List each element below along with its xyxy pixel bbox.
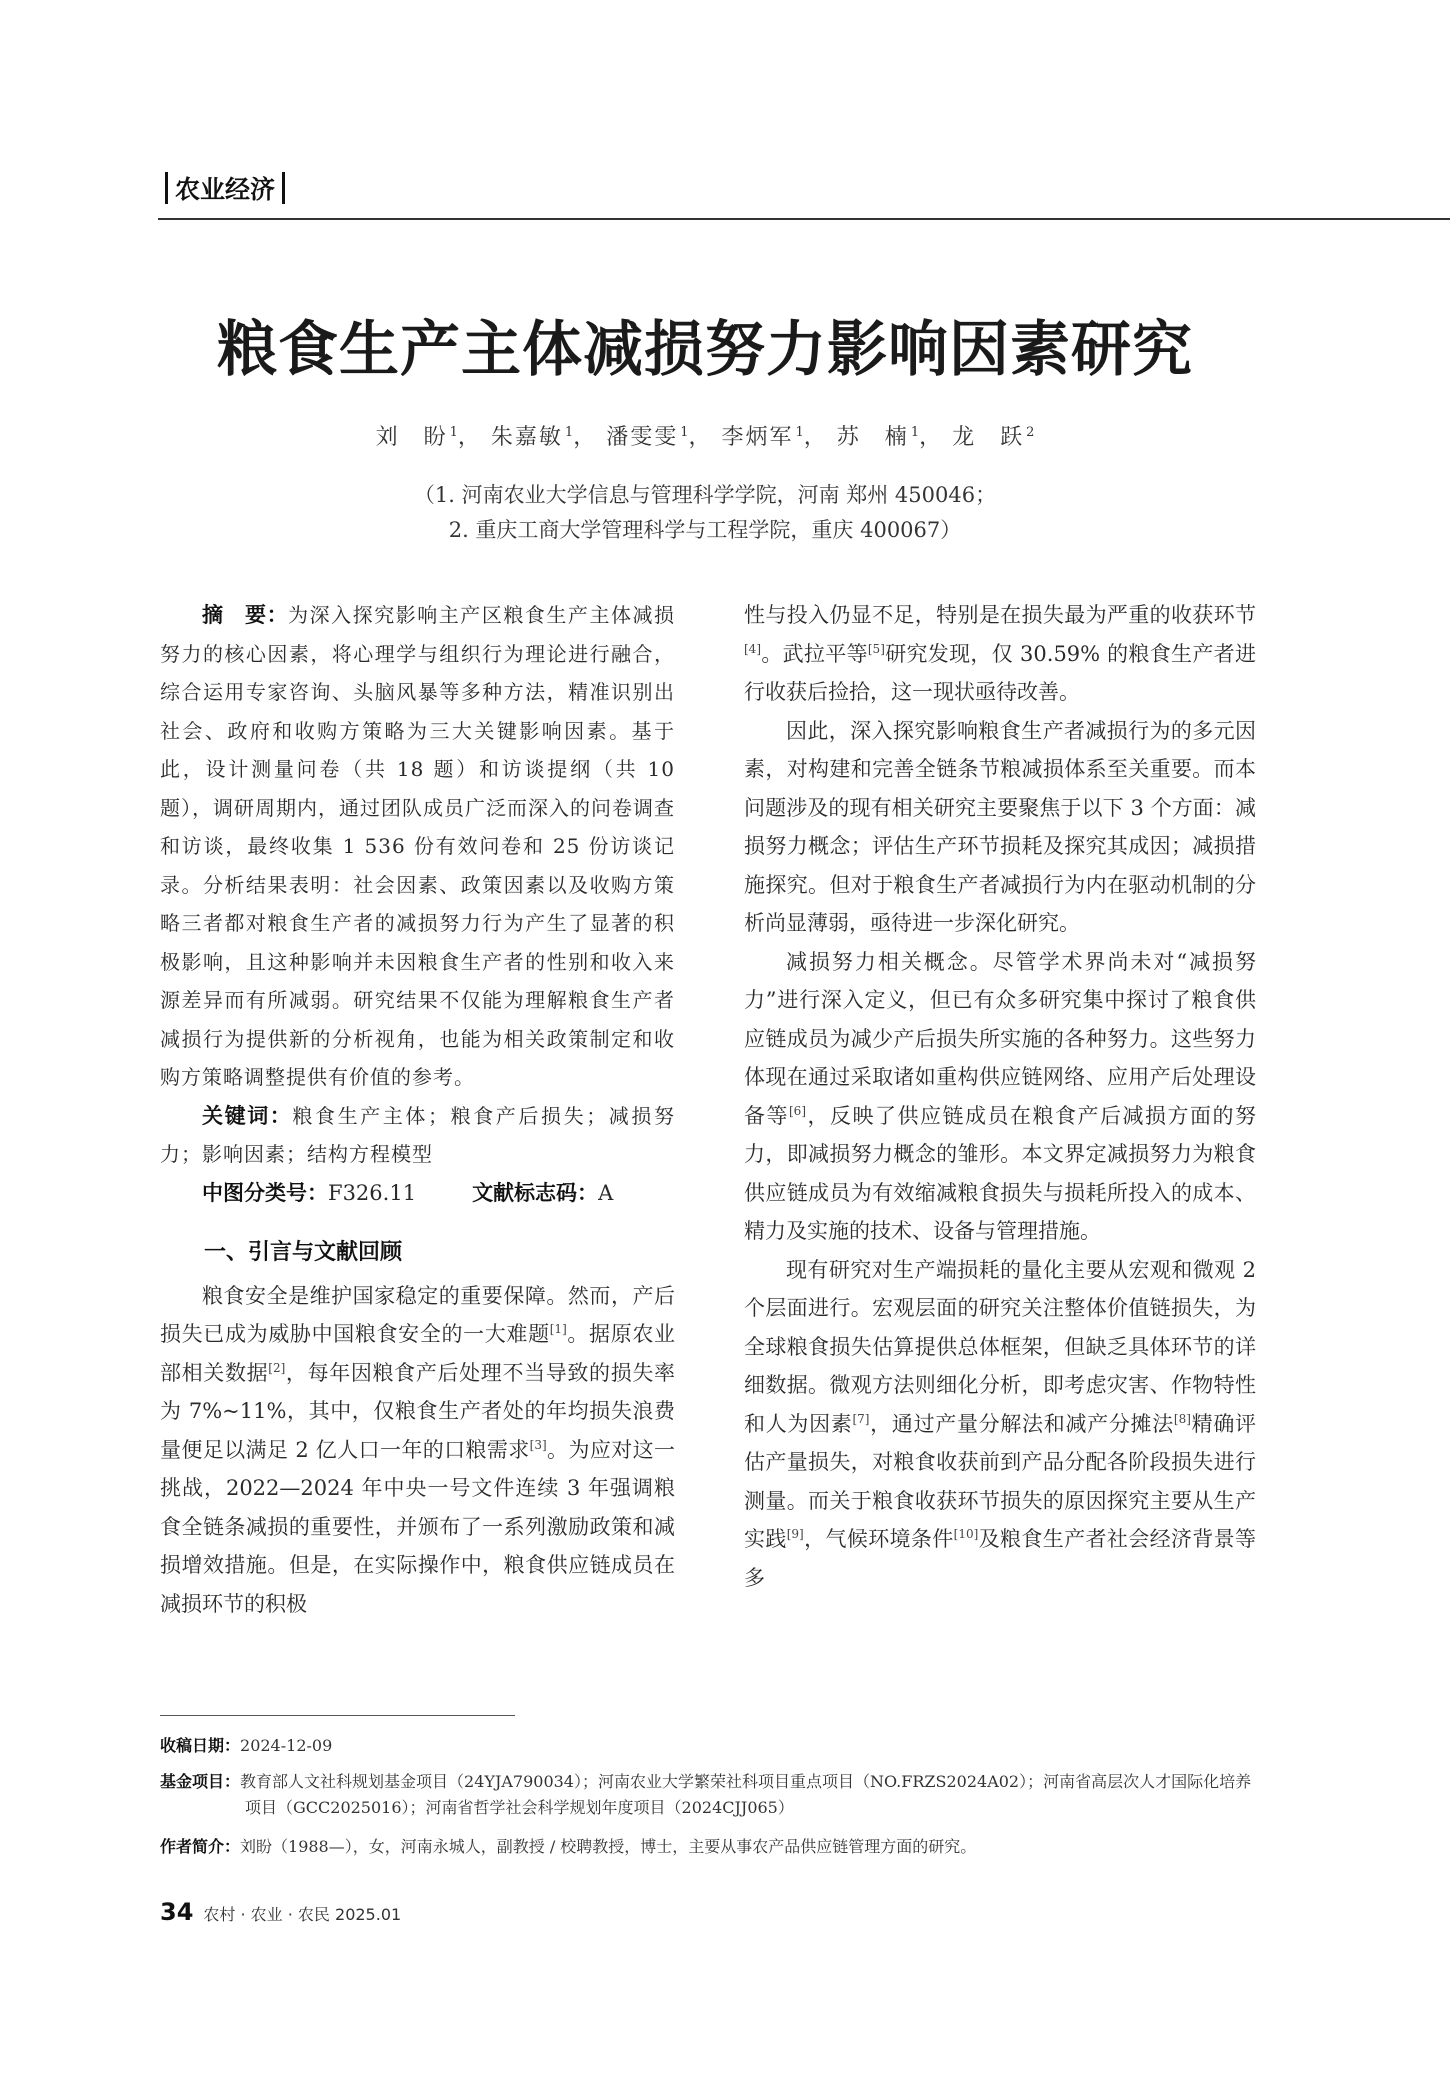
classification-line — [160, 1174, 675, 1213]
affiliation-line-2: 2. 重庆工商大学管理科学与工程学院，重庆 400067） — [448, 518, 962, 542]
section-heading: 一、引言与文献回顾 — [204, 1240, 403, 1265]
clc-value: F326.11 — [328, 1180, 417, 1205]
doc-code-label: 文献标志码： — [472, 1180, 599, 1205]
text-run: ，通过产量分解法和减产分摊法 — [869, 1411, 1174, 1436]
section-tag-label: 农业经济 — [175, 175, 276, 204]
footnote-fund — [160, 1769, 1256, 1821]
keywords-label: 关键词： — [202, 1103, 293, 1128]
clc-label: 中图分类号： — [202, 1180, 328, 1205]
footnote-received — [160, 1733, 1256, 1759]
affiliations — [0, 478, 1410, 548]
author-affil-mark: 1 — [910, 424, 920, 440]
tag-right-bar — [282, 172, 285, 204]
text-run: ，每年因粮食产后处理不当导致的损失率为 7%~11%，其中，仅粮食生产者处的年均损失浪费量便足以满足 2 亿人口一年的口粮需求 — [160, 1360, 676, 1462]
citation: [6] — [789, 1103, 806, 1118]
tag-left-bar — [165, 172, 168, 204]
text-run: 现有研究对生产端损耗的量化主要从宏观和微观 2 个层面进行。宏观层面的研究关注整体价值链损失，为全球粮食损失估算提供总体框架，但缺乏具体环节的详细数据。微观方法则细化分析，即考虑灾害、作物特性和人为因素 — [744, 1257, 1256, 1436]
author-bio-label: 作者简介： — [160, 1837, 241, 1856]
citation: [2] — [268, 1360, 286, 1375]
page-number: 34 — [160, 1898, 194, 1926]
author-affil-mark: 1 — [680, 424, 689, 440]
text-run: 研究发现，仅 30.59% 的粮食生产者进行收获后捡拾，这一现状亟待改善。 — [744, 641, 1256, 704]
citation: [10] — [953, 1527, 979, 1541]
citation: [7] — [852, 1411, 870, 1426]
received-date: 2024-12-09 — [240, 1736, 333, 1755]
author-name: 李炳军 — [721, 425, 794, 450]
citation: [1] — [549, 1322, 567, 1336]
paragraph — [744, 1251, 1256, 1598]
text-run: ，气候环境条件 — [803, 1527, 954, 1551]
footnote-author — [160, 1834, 1256, 1860]
paragraph-continued — [744, 596, 1256, 712]
received-label: 收稿日期： — [160, 1736, 241, 1755]
author-affil-mark: 1 — [795, 424, 804, 440]
citation: [3] — [529, 1437, 547, 1452]
paragraph: 因此，深入探究影响粮食生产者减损行为的多元因素，对构建和完善全链条节粮减损体系至关重要。而本问题涉及的现有相关研究主要聚焦于以下 3 个方面：减损努力概念；评估生产环节损耗及探究其成因；减损措施探究。但对于粮食生产者减损行为内在驱动机制的分析尚显薄弱，亟待进一步深化研究。 — [744, 718, 1256, 935]
text-run: 粮食安全是维护国家稳定的重要保障。然而，产后损失已成为威胁中国粮食安全的一大难题 — [160, 1283, 675, 1346]
affiliation-line-1: （1. 河南农业大学信息与管理科学学院，河南 郑州 450046； — [413, 483, 997, 507]
text-run: 性与投入仍显不足，特别是在损失最为严重的收获环节 — [744, 603, 1256, 627]
footnote-rule — [160, 1715, 515, 1716]
keywords — [160, 1097, 675, 1174]
text-run: ，反映了供应链成员在粮食产后减损方面的努力，即减损努力概念的雏形。本文界定减损努力为粮食供应链成员为有效缩减粮食损失与损耗所投入的成本、精力及实施的技术、设备与管理措施。 — [744, 1103, 1256, 1243]
author-name: 朱嘉敏 — [490, 425, 563, 450]
text-run: 减损努力相关概念。尽管学术界尚未对“减损努力”进行深入定义，但已有众多研究集中探讨了粮食供应链成员为减少产后损失所实施的各种努力。这些努力体现在通过采取诸如重构供应链网络、应用产后处理设备等 — [744, 949, 1256, 1128]
journal-name: 农村 · 农业 · 农民 2025.01 — [203, 1905, 402, 1924]
author-name: 龙 跃 — [952, 425, 1025, 450]
doc-code-value: A — [598, 1180, 614, 1205]
abstract-text: 为深入探究影响主产区粮食生产主体减损努力的核心因素，将心理学与组织行为理论进行融合，综合运用专家咨询、头脑风暴等多种方法，精准识别出社会、政府和收购方策略为三大关键影响因素。基于此，设计测量问卷（共 18 题）和访谈提纲（共 10 题），调研周期内，通过团队成员广泛而深入的问卷调查和访谈，最终收集 1 536 份有效问卷和 25 份访谈记录。分析结果表明：社会因素、政策因素以及收购方策略三者都对粮食生产者的减损努力行为产生了显著的积极影响，且这种影响并未因粮食生产者的性别和收入来源差异而有所减弱。研究结果不仅能为理解粮食生产者减损行为提供新的分析视角，也能为相关政策制定和收购方策略调整提供有价值的参考。 — [160, 603, 676, 1089]
text-run: 及粮食生产者社会经济背景等多 — [744, 1527, 1257, 1590]
fund-label: 基金项目： — [160, 1772, 241, 1791]
paragraph — [744, 943, 1256, 1251]
keywords-text: 粮食生产主体；粮食产后损失；减损努力；影响因素；结构方程模型 — [160, 1103, 676, 1166]
header-rule — [158, 218, 1450, 220]
page-footer — [160, 1898, 401, 1926]
citation: [8] — [1173, 1411, 1191, 1426]
author-name: 刘 盼 — [375, 425, 448, 450]
citation: [4] — [744, 641, 761, 656]
citation: [5] — [867, 641, 885, 656]
author-bio-text: 刘盼（1988—），女，河南永城人，副教授 / 校聘教授，博士，主要从事农产品供应链管理方面的研究。 — [240, 1837, 977, 1856]
text-run: 。为应对这一挑战，2022—2024 年中央一号文件连续 3 年强调粮食全链条减损的重要性，并颁布了一系列激励政策和减损增效措施。但是，在实际操作中，粮食供应链成员在减损环节的积极 — [160, 1437, 675, 1616]
author-affil-mark: 2 — [1026, 424, 1035, 440]
abstract — [160, 596, 675, 1097]
left-column — [160, 596, 675, 1623]
text-run: 精确评估产量损失，对粮食收获前到产品分配各阶段损失进行测量。而关于粮食收获环节损失的原因探究主要从生产实践 — [744, 1411, 1257, 1551]
abstract-label: 摘 要： — [202, 603, 289, 627]
right-column — [744, 596, 1256, 1597]
section-tag — [158, 168, 292, 208]
fund-text: 教育部人文社科规划基金项目（24YJA790034）；河南农业大学繁荣社科项目重点项目（NO.FRZS2024A02）；河南省高层次人才国际化培养项目（GCC2025016）；河南省哲学社会科学规划年度项目（2024CJJ065） — [240, 1772, 1252, 1817]
author-affil-mark: 1 — [449, 424, 458, 440]
article-title: 粮食生产主体减损努力影响因素研究 — [217, 315, 1193, 385]
author-name: 潘雯雯 — [606, 425, 679, 450]
text-run: 。武拉平等 — [761, 641, 868, 666]
author-name: 苏 楠 — [836, 425, 909, 450]
text-run: 。据原农业部相关数据 — [160, 1322, 676, 1385]
paragraph — [160, 1277, 675, 1624]
author-affil-mark: 1 — [564, 424, 574, 440]
author-list: 刘 盼 $^1$， 朱嘉敏 $^1$， 潘雯雯 $^1$， 李炳军 $^1$， 苏 楠 $^1$， 龙 跃 $^2$ — [375, 424, 1035, 450]
citation: [9] — [786, 1527, 804, 1541]
